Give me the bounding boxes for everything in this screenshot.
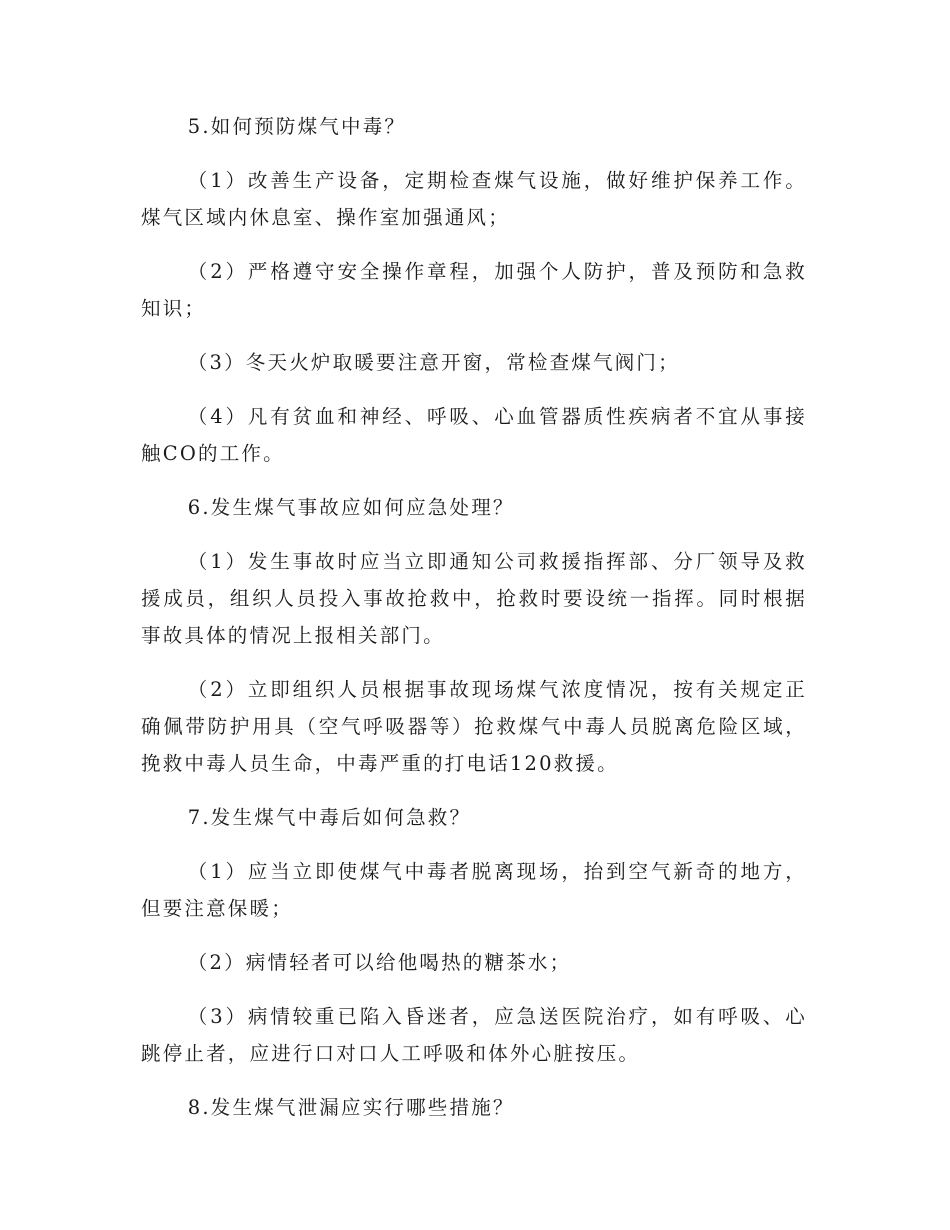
question-6-heading: 6.发生煤气事故应如何应急处理？: [187, 496, 515, 519]
answer-7-item-3: （3）病情较重已陷入昏迷者，应急送医院治疗，如有呼吸、心跳停止者，应进行口对口人工呼吸和体外心脏按压。: [141, 1005, 807, 1065]
answer-5-item-3: （3）冬天火炉取暖要注意开窗，常检查煤气阀门；: [187, 351, 680, 374]
answer-5-item-4: （4）凡有贫血和神经、呼吸、心血管器质性疾病者不宜从事接触CO的工作。: [141, 405, 807, 465]
question-7-heading: 7.发生煤气中毒后如何急救？: [187, 806, 472, 829]
answer-5-item-1: （1）改善生产设备，定期检查煤气设施，做好维护保养工作。煤气区域内休息室、操作室加强通风；: [141, 169, 807, 229]
document-body: [141, 108, 807, 1143]
answer-7-item-2: （2）病情轻者可以给他喝热的糖茶水；: [187, 951, 572, 974]
question-5-heading: 5.如何预防煤气中毒？: [187, 115, 407, 138]
question-8-heading: 8.发生煤气泄漏应实行哪些措施？: [187, 1096, 515, 1119]
answer-6-item-2: （2）立即组织人员根据事故现场煤气浓度情况，按有关规定正确佩带防护用具（空气呼吸器等）抢救煤气中毒人员脱离危险区域，挽救中毒人员生命，中毒严重的打电话120救援。: [141, 678, 807, 775]
answer-7-item-1: （1）应当立即使煤气中毒者脱离现场，抬到空气新奇的地方，但要注意保暖；: [141, 860, 807, 920]
answer-5-item-2: （2）严格遵守安全操作章程，加强个人防护，普及预防和急救知识；: [141, 260, 807, 320]
answer-6-item-1: （1）发生事故时应当立即通知公司救援指挥部、分厂领导及救援成员，组织人员投入事故抢救中，抢救时要设统一指挥。同时根据事故具体的情况上报相关部门。: [141, 550, 807, 647]
